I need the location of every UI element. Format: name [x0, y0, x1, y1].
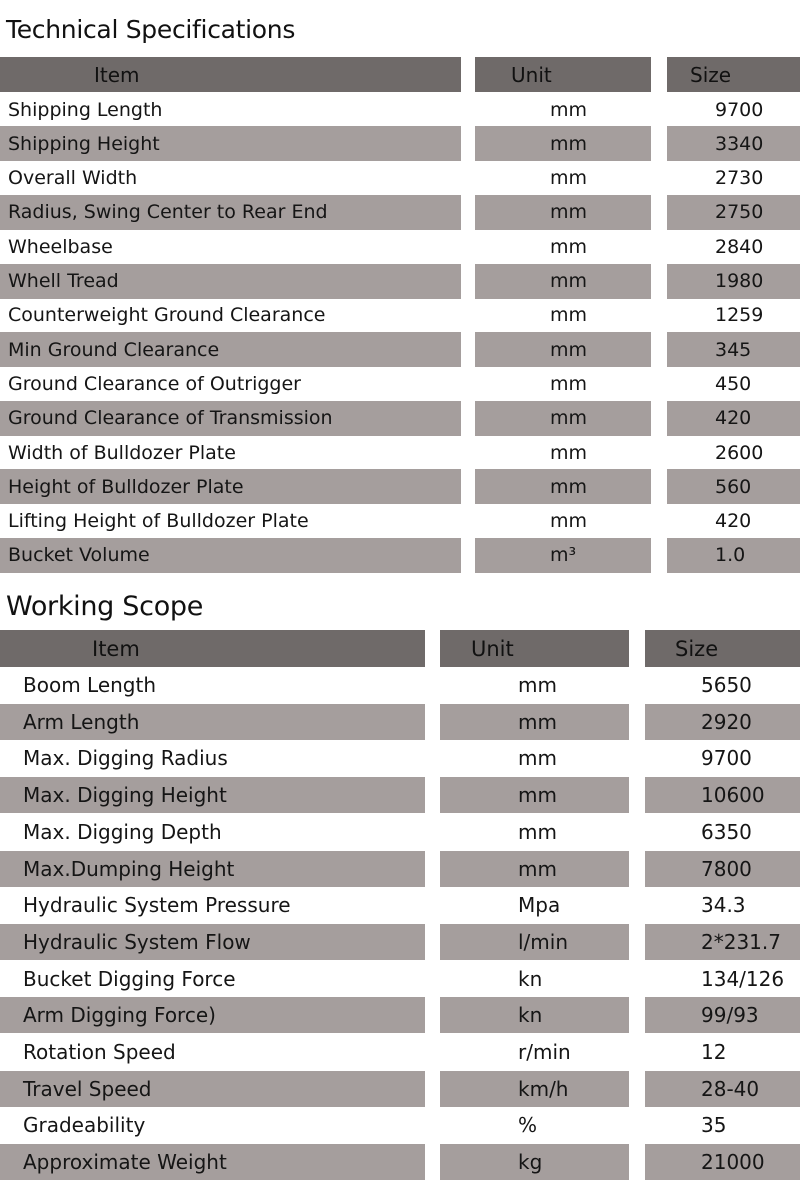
unit-cell: m³: [475, 538, 651, 573]
size-cell: 2750: [667, 195, 800, 230]
table-header-row: [0, 630, 800, 667]
table-row: [0, 161, 800, 196]
unit-cell: %: [518, 1113, 538, 1138]
table-row: [0, 332, 800, 367]
table-row: [0, 1107, 800, 1143]
table-row: [0, 1144, 800, 1180]
size-cell: 345: [667, 332, 800, 367]
item-cell: Boom Length: [23, 673, 157, 697]
item-cell: Ground Clearance of Outrigger: [8, 372, 301, 395]
table-row: [0, 997, 800, 1033]
size-cell: 1980: [667, 264, 800, 299]
unit-cell: mm: [440, 851, 629, 887]
header-size-cell: Size: [645, 630, 800, 667]
unit-cell: mm: [550, 372, 588, 395]
table-row: [0, 264, 800, 299]
size-cell: 5650: [701, 673, 752, 697]
table-row: [0, 195, 800, 230]
unit-cell: mm: [550, 304, 588, 327]
table-row: [0, 851, 800, 887]
item-cell: Rotation Speed: [23, 1040, 176, 1064]
item-cell: Hydraulic System Flow: [0, 924, 425, 960]
table-row: [0, 1034, 800, 1070]
size-cell: 134/126: [701, 966, 785, 991]
size-cell: 9700: [701, 746, 752, 771]
item-cell: Shipping Length: [8, 98, 163, 121]
item-cell: Hydraulic System Pressure: [23, 893, 291, 918]
unit-cell: mm: [475, 264, 651, 299]
header-item-cell: Item: [0, 57, 461, 92]
size-cell: 7800: [645, 851, 800, 887]
unit-cell: kg: [440, 1144, 629, 1180]
table-row: [0, 777, 800, 813]
unit-cell: mm: [550, 510, 588, 533]
size-cell: 2920: [645, 704, 800, 740]
size-cell: 35: [701, 1113, 727, 1138]
unit-cell: mm: [550, 441, 588, 464]
item-cell: Bucket Digging Force: [23, 966, 236, 991]
size-cell: 1259: [715, 304, 764, 327]
unit-cell: kn: [440, 997, 629, 1033]
item-cell: Bucket Volume: [0, 538, 461, 573]
item-cell: Lifting Height of Bulldozer Plate: [8, 510, 309, 533]
table-row: [0, 229, 800, 264]
item-cell: Width of Bulldozer Plate: [8, 441, 236, 464]
unit-cell: mm: [550, 98, 588, 121]
technical-specifications-title: Technical Specifications: [6, 15, 296, 44]
unit-cell: r/min: [518, 1040, 571, 1064]
table-row: [0, 401, 800, 436]
unit-cell: mm: [475, 126, 651, 161]
table-row: [0, 704, 800, 740]
size-cell: 34.3: [701, 893, 746, 918]
item-cell: Ground Clearance of Transmission: [0, 401, 461, 436]
item-cell: Arm Digging Force): [0, 997, 425, 1033]
size-cell: 2*231.7: [645, 924, 800, 960]
table-row: [0, 538, 800, 573]
size-cell: 12: [701, 1040, 727, 1064]
unit-cell: kn: [518, 966, 543, 991]
size-cell: 1.0: [667, 538, 800, 573]
item-cell: Overall Width: [8, 167, 138, 190]
item-cell: Height of Bulldozer Plate: [0, 469, 461, 504]
unit-cell: mm: [475, 469, 651, 504]
item-cell: Max. Digging Depth: [23, 819, 222, 844]
header-unit-cell: Unit: [440, 630, 629, 667]
table-row: [0, 366, 800, 401]
table-row: [0, 435, 800, 470]
table-row: [0, 1071, 800, 1107]
size-cell: 450: [715, 372, 752, 395]
unit-cell: mm: [518, 819, 557, 844]
table-row: [0, 961, 800, 997]
item-cell: Counterweight Ground Clearance: [8, 304, 326, 327]
unit-cell: mm: [440, 704, 629, 740]
size-cell: 99/93: [645, 997, 800, 1033]
size-cell: 2600: [715, 441, 764, 464]
table-row: [0, 814, 800, 850]
table-row: [0, 667, 800, 703]
item-cell: Min Ground Clearance: [0, 332, 461, 367]
table-row: [0, 298, 800, 333]
unit-cell: mm: [440, 777, 629, 813]
unit-cell: mm: [550, 167, 588, 190]
item-cell: Gradeability: [23, 1113, 146, 1138]
item-cell: Arm Length: [0, 704, 425, 740]
unit-cell: mm: [518, 746, 557, 771]
working-scope-title: Working Scope: [6, 591, 204, 622]
table-row: [0, 126, 800, 161]
item-cell: Max. Digging Height: [0, 777, 425, 813]
size-cell: 9700: [715, 98, 764, 121]
table-header-row: [0, 57, 800, 92]
header-size-cell: Size: [667, 57, 800, 92]
unit-cell: mm: [475, 332, 651, 367]
unit-cell: mm: [475, 195, 651, 230]
unit-cell: mm: [475, 401, 651, 436]
item-cell: Approximate Weight: [0, 1144, 425, 1180]
item-cell: Max. Digging Radius: [23, 746, 228, 771]
item-cell: Max.Dumping Height: [0, 851, 425, 887]
size-cell: 6350: [701, 819, 752, 844]
header-item-cell: Item: [0, 630, 425, 667]
table-row: [0, 740, 800, 776]
item-cell: Radius, Swing Center to Rear End: [0, 195, 461, 230]
size-cell: 3340: [667, 126, 800, 161]
item-cell: Shipping Height: [0, 126, 461, 161]
size-cell: 2730: [715, 167, 764, 190]
unit-cell: mm: [550, 235, 588, 258]
item-cell: Wheelbase: [8, 235, 113, 258]
unit-cell: km/h: [440, 1071, 629, 1107]
unit-cell: l/min: [440, 924, 629, 960]
header-unit-cell: Unit: [475, 57, 651, 92]
size-cell: 420: [667, 401, 800, 436]
size-cell: 21000: [645, 1144, 800, 1180]
size-cell: 420: [715, 510, 752, 533]
size-cell: 10600: [645, 777, 800, 813]
item-cell: Whell Tread: [0, 264, 461, 299]
table-row: [0, 924, 800, 960]
unit-cell: mm: [518, 673, 557, 697]
unit-cell: Mpa: [518, 893, 561, 918]
item-cell: Travel Speed: [0, 1071, 425, 1107]
size-cell: 2840: [715, 235, 764, 258]
table-row: [0, 92, 800, 127]
table-row: [0, 469, 800, 504]
size-cell: 560: [667, 469, 800, 504]
table-row: [0, 504, 800, 539]
size-cell: 28-40: [645, 1071, 800, 1107]
table-row: [0, 887, 800, 923]
